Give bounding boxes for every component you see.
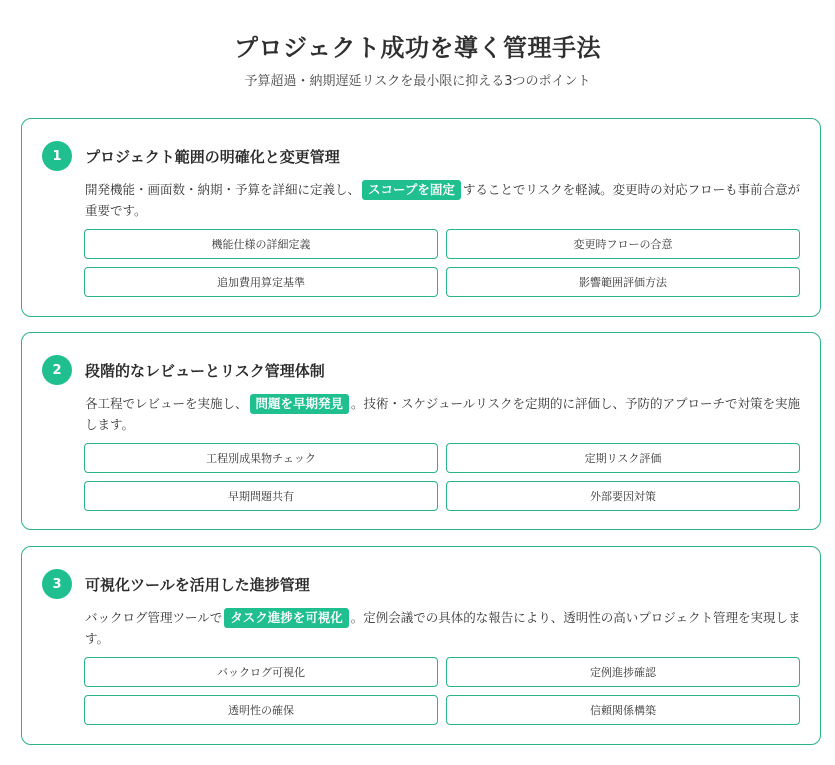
highlight-badge: スコープを固定 xyxy=(362,180,461,200)
tag-item: 機能仕様の詳細定義 xyxy=(84,229,438,259)
point-card-1 xyxy=(21,118,821,317)
number-badge: 1 xyxy=(42,141,72,171)
highlight-badge: タスク進捗を可視化 xyxy=(224,608,349,628)
tag-item: 変更時フローの合意 xyxy=(446,229,800,259)
tag-item: 早期問題共有 xyxy=(84,481,438,511)
card-description xyxy=(85,179,805,221)
tag-item: 工程別成果物チェック xyxy=(84,443,438,473)
point-card-3 xyxy=(21,546,821,745)
tag-item: 影響範囲評価方法 xyxy=(446,267,800,297)
tag-item: 定期リスク評価 xyxy=(446,443,800,473)
tag-item: 外部要因対策 xyxy=(446,481,800,511)
tag-item: 追加費用算定基準 xyxy=(84,267,438,297)
description-text: 各工程でレビューを実施し、 xyxy=(85,396,248,411)
description-text: することでリスクを軽減。変更時の対応フローも事前合意が重要です。 xyxy=(85,182,801,218)
card-description xyxy=(85,393,805,435)
card-title: プロジェクト範囲の明確化と変更管理 xyxy=(85,148,340,166)
number-badge: 3 xyxy=(42,569,72,599)
page-title: プロジェクト成功を導く管理手法 xyxy=(233,34,602,62)
card-description xyxy=(85,607,805,649)
point-card-2 xyxy=(21,332,821,530)
description-text: バックログ管理ツールで xyxy=(85,610,223,625)
number-badge: 2 xyxy=(42,355,72,385)
tag-item: 透明性の確保 xyxy=(84,695,438,725)
description-text: 。技術・スケジュールリスクを定期的に評価し、予防的アプローチで対策を実施します。 xyxy=(85,396,801,432)
description-text: 。定例会議での具体的な報告により、透明性の高いプロジェクト管理を実現します。 xyxy=(85,610,801,646)
description-text: 開発機能・画面数・納期・予算を詳細に定義し、 xyxy=(85,182,361,197)
highlight-badge: 問題を早期発見 xyxy=(250,394,350,414)
page-subtitle: 予算超過・納期遅延リスクを最小限に抑える3つのポイント xyxy=(244,74,591,89)
tag-item: バックログ可視化 xyxy=(84,657,438,687)
card-title: 可視化ツールを活用した進捗管理 xyxy=(85,576,310,594)
card-title: 段階的なレビューとリスク管理体制 xyxy=(85,362,325,380)
tag-item: 信頼関係構築 xyxy=(446,695,800,725)
tag-item: 定例進捗確認 xyxy=(446,657,800,687)
